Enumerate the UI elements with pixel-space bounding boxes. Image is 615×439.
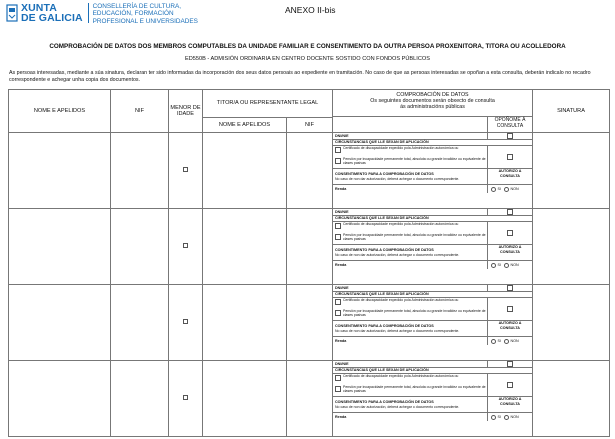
consent-text: No caso de non dar autorización, deberá achegar o documento correspondente. <box>335 252 460 257</box>
data-check-cell <box>333 209 533 285</box>
header-name: NOME E APELIDOS <box>9 90 111 133</box>
minor-checkbox[interactable] <box>183 167 189 173</box>
members-table <box>8 89 610 437</box>
header-oppose-line2: CONSULTA <box>496 122 524 129</box>
radio-non-label: NON <box>510 339 519 343</box>
dni-label: DNI/NIE <box>335 285 349 290</box>
authorize-label <box>487 397 532 412</box>
radio-si[interactable] <box>491 187 501 192</box>
consent-text: No caso de non dar autorización, deberá achegar o documento correspondente. <box>335 328 460 333</box>
pension-label: Pensión por incapacidade permanente total, absoluta ou grande invalidez ou equivalente de clases pasivas <box>343 309 486 318</box>
minor-checkbox[interactable] <box>183 319 189 325</box>
member-row <box>9 209 610 285</box>
signature-cell[interactable] <box>533 361 610 437</box>
pension-label: Pensión por incapacidade permanente total, absoluta ou grande invalidez ou equivalente de clases pasivas <box>343 157 486 166</box>
consent-text: No caso de non dar autorización, deberá achegar o documento correspondente. <box>335 176 460 181</box>
minor-cell <box>169 133 203 209</box>
data-check-cell <box>333 133 533 209</box>
signature-cell[interactable] <box>533 133 610 209</box>
annex-label: ANEXO II-bis <box>285 5 336 15</box>
xunta-logo <box>6 3 198 25</box>
circumstances-label: CIRCUNSTANCIAS QUE LLE SEXAN DE APLICACIÓN <box>335 368 429 373</box>
circumstances-oppose-checkbox[interactable] <box>507 306 513 312</box>
radio-non[interactable] <box>504 415 519 420</box>
member-name-cell[interactable] <box>9 209 111 285</box>
pension-checkbox[interactable] <box>335 310 341 316</box>
header-check-line3: ás administracións públicas <box>400 104 465 111</box>
circumstances-oppose-checkbox[interactable] <box>507 230 513 236</box>
authorize-line2: CONSULTA <box>500 401 520 406</box>
logo-separator <box>88 3 89 23</box>
circumstances-label: CIRCUNSTANCIAS QUE LLE SEXAN DE APLICACIÓN <box>335 140 429 145</box>
cert-disability-label: Certificado de discapacidade expedido pola Administración autonómica ou <box>343 146 459 150</box>
authorize-line2: CONSULTA <box>500 249 520 254</box>
radio-non-label: NON <box>510 187 519 191</box>
consent-title: CONSENTIMENTO PARA A COMPROBACIÓN DE DATOS <box>335 172 434 177</box>
logo-name-line1: XUNTA <box>21 2 57 14</box>
radio-non[interactable] <box>504 187 519 192</box>
radio-non[interactable] <box>504 339 519 344</box>
cert-disability-checkbox[interactable] <box>335 299 341 305</box>
minor-cell <box>169 361 203 437</box>
guardian-name-cell[interactable] <box>203 133 287 209</box>
dept-line1: CONSELLERÍA DE CULTURA, <box>92 3 181 10</box>
member-name-cell[interactable] <box>9 361 111 437</box>
document-title: COMPROBACIÓN DE DATOS DOS MEMBROS COMPUTABLES DA UNIDADE FAMILIAR E CONSENTIMENTO DA OUTRA PERSOA PROXENITORA, TITORA OU ACOLLEDORA <box>49 43 566 50</box>
logo-name-line2: DE GALICIA <box>21 12 83 24</box>
authorize-line1: AUTORIZO A <box>498 397 522 401</box>
member-nif-cell[interactable] <box>111 133 169 209</box>
authorize-label <box>487 169 532 184</box>
cert-disability-option[interactable] <box>333 222 487 233</box>
member-row <box>9 361 610 437</box>
cert-disability-checkbox[interactable] <box>335 375 341 381</box>
renta-label: Renda <box>335 262 347 267</box>
radio-non-label: NON <box>510 263 519 267</box>
minor-cell <box>169 209 203 285</box>
radio-si[interactable] <box>491 339 501 344</box>
member-name-cell[interactable] <box>9 133 111 209</box>
header-guardian-nif: NIF <box>287 117 333 132</box>
dni-label: DNI/NIE <box>335 133 349 138</box>
minor-checkbox[interactable] <box>183 395 189 401</box>
circumstances-label: CIRCUNSTANCIAS QUE LLE SEXAN DE APLICACIÓN <box>335 292 429 297</box>
member-nif-cell[interactable] <box>111 361 169 437</box>
radio-si-label: SI <box>497 339 501 343</box>
authorize-line1: AUTORIZO A <box>498 321 522 325</box>
authorize-line2: CONSULTA <box>500 173 520 178</box>
pension-option[interactable] <box>333 233 487 244</box>
header-minor-line1: MENOR DE <box>170 105 201 111</box>
header-oppose-line1: OPOÑOME Á <box>494 117 526 123</box>
authorize-line1: AUTORIZO A <box>498 245 522 249</box>
guardian-name-cell[interactable] <box>203 361 287 437</box>
minor-cell <box>169 285 203 361</box>
consent-text: No caso de non dar autorización, deberá achegar o documento correspondente. <box>335 404 460 409</box>
pension-label: Pensión por incapacidade permanente total, absoluta ou grande invalidez ou equivalente de clases pasivas <box>343 233 486 242</box>
header-check-line2: Os seguintes documentos serán obxecto de consulta <box>370 98 495 105</box>
dni-oppose-checkbox[interactable] <box>507 209 513 215</box>
guardian-name-cell[interactable] <box>203 285 287 361</box>
header-data-check <box>333 90 533 133</box>
cert-disability-option[interactable] <box>333 146 487 157</box>
radio-si-label: SI <box>497 415 501 419</box>
renta-label: Renda <box>335 414 347 419</box>
pension-option[interactable] <box>333 157 487 168</box>
member-nif-cell[interactable] <box>111 285 169 361</box>
consent-title: CONSENTIMENTO PARA A COMPROBACIÓN DE DATOS <box>335 324 434 329</box>
header-guardian-name: NOME E APELIDOS <box>203 117 287 132</box>
cert-disability-checkbox[interactable] <box>335 147 341 153</box>
circumstances-oppose-checkbox[interactable] <box>507 154 513 160</box>
header-minor <box>169 90 203 133</box>
pension-option[interactable] <box>333 385 487 396</box>
pension-label: Pensión por incapacidade permanente total, absoluta ou grande invalidez ou equivalente de clases pasivas <box>343 385 486 394</box>
radio-si[interactable] <box>491 415 501 420</box>
signature-cell[interactable] <box>533 285 610 361</box>
header-check-title: COMPROBACIÓN DE DATOS <box>396 92 469 98</box>
radio-si-label: SI <box>497 263 501 267</box>
radio-non-label: NON <box>510 415 519 419</box>
cert-disability-checkbox[interactable] <box>335 223 341 229</box>
header-nif: NIF <box>111 90 169 133</box>
radio-non[interactable] <box>504 263 519 268</box>
authorize-label <box>487 245 532 260</box>
intro-paragraph: As persoas interesadas, mediante a súa sinatura, declaran ter sido informadas da incorporación dos seus datos persoais ao expediente en tramitación. No caso de que as persoas interesadas se opoñan a esta consulta, deberán indicalo no recadro correspondente e achegar unha copia dos documentos. <box>9 70 591 84</box>
header-oppose <box>487 117 532 132</box>
renta-label: Renda <box>335 338 347 343</box>
cert-disability-option[interactable] <box>333 298 487 309</box>
member-row <box>9 285 610 361</box>
member-row <box>9 133 610 209</box>
member-nif-cell[interactable] <box>111 209 169 285</box>
circumstances-oppose-checkbox[interactable] <box>507 382 513 388</box>
guardian-nif-cell[interactable] <box>287 361 333 437</box>
radio-si-label: SI <box>497 187 501 191</box>
guardian-nif-cell[interactable] <box>287 209 333 285</box>
pension-checkbox[interactable] <box>335 386 341 392</box>
guardian-name-cell[interactable] <box>203 209 287 285</box>
dni-oppose-checkbox[interactable] <box>507 361 513 367</box>
cert-disability-label: Certificado de discapacidade expedido pola Administración autonómica ou <box>343 374 459 378</box>
cert-disability-label: Certificado de discapacidade expedido pola Administración autonómica ou <box>343 298 459 302</box>
pension-checkbox[interactable] <box>335 158 341 164</box>
header-signature: SINATURA <box>533 90 610 133</box>
circumstances-label: CIRCUNSTANCIAS QUE LLE SEXAN DE APLICACIÓN <box>335 216 429 221</box>
signature-cell[interactable] <box>533 209 610 285</box>
document-subtitle: ED550B - ADMISIÓN ORDINARIA EN CENTRO DOCENTE SOSTIDO CON FONDOS PÚBLICOS <box>185 56 430 62</box>
dept-line3: PROFESIONAL E UNIVERSIDADES <box>92 17 198 25</box>
radio-si[interactable] <box>491 263 501 268</box>
pension-option[interactable] <box>333 309 487 320</box>
xunta-emblem-icon <box>6 4 18 22</box>
header-guardian: TITOR/A OU REPRESENTANTE LEGAL <box>203 90 333 118</box>
header-minor-line2: IDADE <box>176 111 195 117</box>
cert-disability-option[interactable] <box>333 374 487 385</box>
dni-label: DNI/NIE <box>335 209 349 214</box>
data-check-cell <box>333 285 533 361</box>
cert-disability-label: Certificado de discapacidade expedido pola Administración autonómica ou <box>343 222 459 226</box>
authorize-label <box>487 321 532 336</box>
renta-label: Renda <box>335 186 347 191</box>
pension-checkbox[interactable] <box>335 234 341 240</box>
dept-line2: EDUCACIÓN, FORMACIÓN <box>92 10 174 18</box>
dni-label: DNI/NIE <box>335 361 349 366</box>
consent-title: CONSENTIMENTO PARA A COMPROBACIÓN DE DATOS <box>335 248 434 253</box>
member-name-cell[interactable] <box>9 285 111 361</box>
data-check-cell <box>333 361 533 437</box>
dni-oppose-checkbox[interactable] <box>507 133 513 139</box>
guardian-nif-cell[interactable] <box>287 285 333 361</box>
consent-title: CONSENTIMENTO PARA A COMPROBACIÓN DE DATOS <box>335 400 434 405</box>
minor-checkbox[interactable] <box>183 243 189 249</box>
guardian-nif-cell[interactable] <box>287 133 333 209</box>
authorize-line2: CONSULTA <box>500 325 520 330</box>
dni-oppose-checkbox[interactable] <box>507 285 513 291</box>
authorize-line1: AUTORIZO A <box>498 169 522 173</box>
